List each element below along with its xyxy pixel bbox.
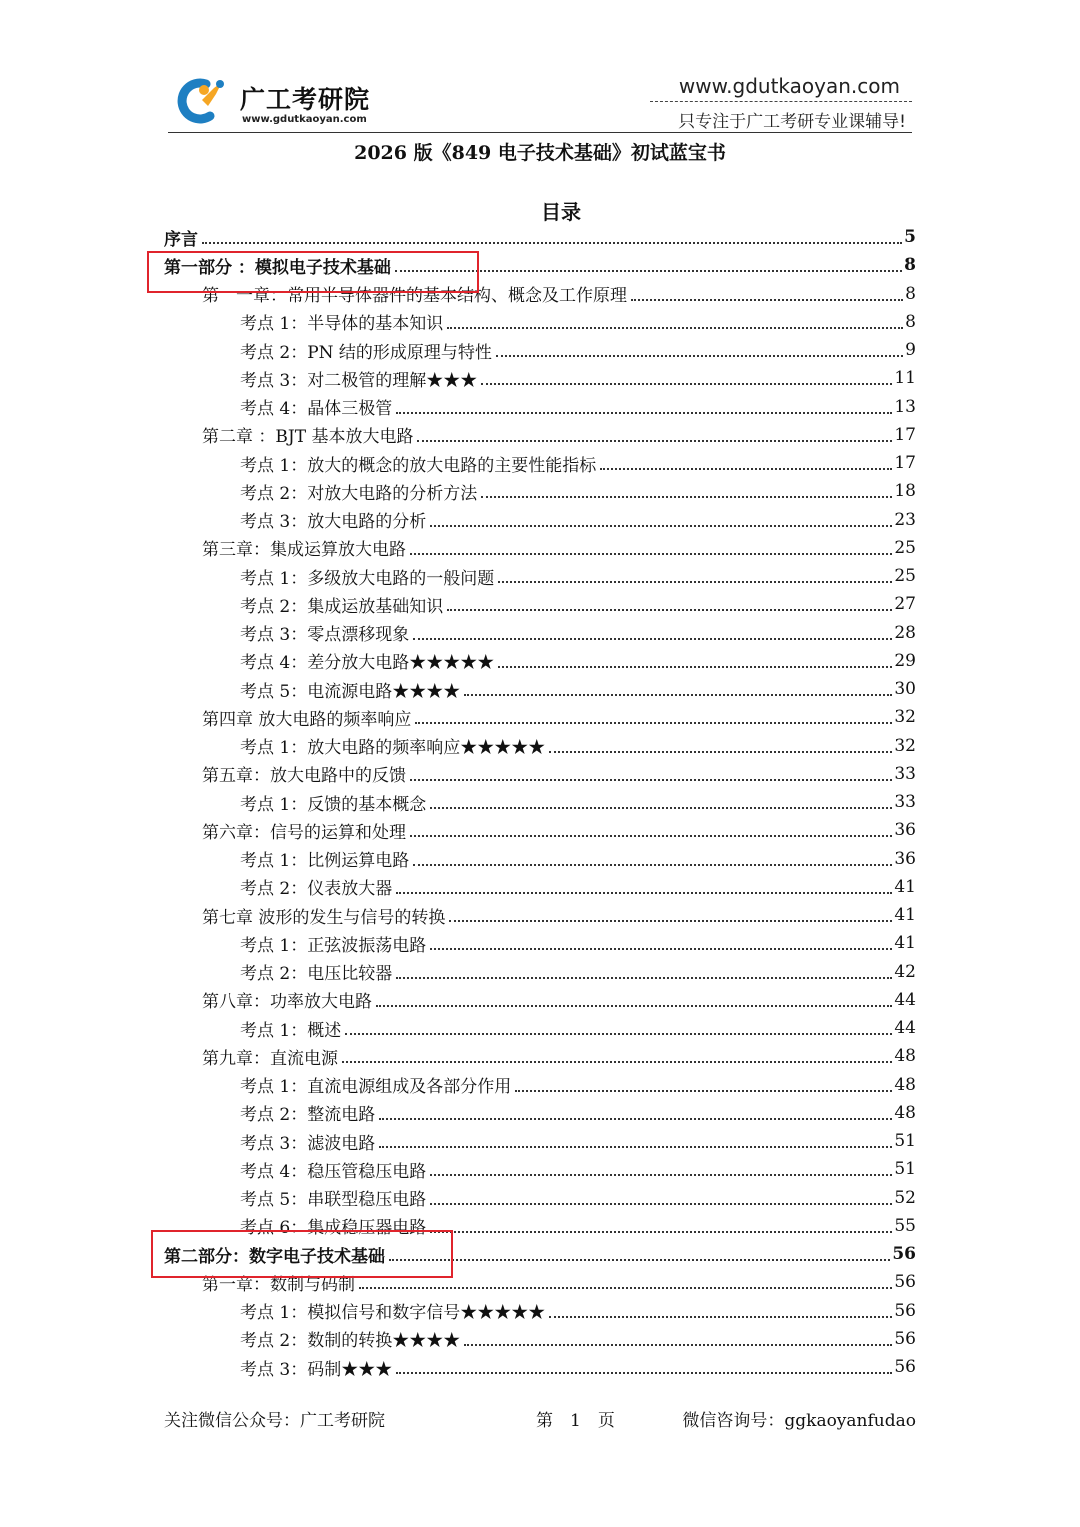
toc-entry-title: 考点 1：模拟信号和数字信号★★★★★ <box>240 1303 546 1324</box>
toc-dot-leader <box>430 1203 892 1205</box>
header-dashed-divider <box>650 101 912 102</box>
toc-dot-leader <box>389 1259 890 1261</box>
toc-entry-page: 51 <box>894 1131 916 1152</box>
toc-entry-page: 48 <box>894 1102 916 1123</box>
toc-entry-page: 41 <box>894 933 916 954</box>
toc-entry-title: 考点 4：差分放大电路★★★★★ <box>240 653 495 674</box>
toc-entry-title: 考点 3：放大电路的分析 <box>240 512 427 533</box>
toc-entry-page: 48 <box>894 1046 916 1067</box>
toc-dot-leader <box>410 835 892 837</box>
toc-entry[interactable] <box>164 590 916 618</box>
toc-dot-leader <box>376 1005 892 1007</box>
toc-entry[interactable] <box>164 364 916 392</box>
toc-dot-leader <box>359 1287 892 1289</box>
toc-dot-leader <box>417 440 892 442</box>
toc-dot-leader <box>447 609 892 611</box>
toc-dot-leader <box>379 1146 892 1148</box>
toc-entry-page: 25 <box>894 566 916 587</box>
toc-dot-leader <box>410 779 892 781</box>
toc-dot-leader <box>410 553 892 555</box>
toc-entry[interactable] <box>164 421 916 449</box>
toc-dot-leader <box>345 1033 892 1035</box>
toc-entry-title: 考点 1：概述 <box>240 1020 342 1041</box>
toc-entry-page: 8 <box>905 283 916 304</box>
toc-entry-title: 考点 2：PN 结的形成原理与特性 <box>240 342 492 363</box>
toc-entry-title: 考点 3：零点漂移现象 <box>240 625 410 646</box>
toc-entry-title: 考点 5：电流源电路★★★★ <box>240 681 461 702</box>
toc-entry-title: 第四章 放大电路的频率响应 <box>202 709 412 730</box>
toc-entry[interactable] <box>164 675 916 703</box>
toc-entry[interactable] <box>164 308 916 336</box>
page-footer <box>164 1406 916 1430</box>
toc-entry[interactable] <box>164 873 916 901</box>
toc-entry[interactable] <box>164 760 916 788</box>
toc-entry-page: 8 <box>905 311 916 332</box>
highlight-box-part-two <box>151 1230 453 1278</box>
toc-entry-title: 考点 1：比例运算电路 <box>240 851 410 872</box>
toc-entry[interactable] <box>164 534 916 562</box>
toc-entry-page: 32 <box>894 735 916 756</box>
toc-entry-title: 考点 4：稳压管稳压电路 <box>240 1161 427 1182</box>
toc-entry[interactable] <box>164 1184 916 1212</box>
toc-dot-leader <box>430 1174 892 1176</box>
toc-entry-page: 56 <box>892 1244 916 1265</box>
header-rule <box>168 132 912 133</box>
logo-name: 广工考研院 <box>240 85 371 114</box>
toc-entry-title: 第七章 波形的发生与信号的转换 <box>202 907 446 928</box>
toc-entry-title: 第 一章：常用半导体器件的基本结构、概念及工作原理 <box>202 286 627 307</box>
toc-entry-page: 29 <box>894 650 916 671</box>
toc-entry-page: 48 <box>894 1074 916 1095</box>
toc-dot-leader <box>396 1372 892 1374</box>
toc-entry-page: 55 <box>894 1215 916 1236</box>
toc-entry-page: 5 <box>904 227 916 248</box>
toc-entry[interactable] <box>164 1155 916 1183</box>
toc-entry-title: 考点 1：反馈的基本概念 <box>240 794 427 815</box>
toc-entry-page: 33 <box>894 763 916 784</box>
toc-entry-title: 考点 3：对二极管的理解★★★ <box>240 370 478 391</box>
toc-entry[interactable] <box>164 1071 916 1099</box>
toc-entry-page: 11 <box>894 368 916 389</box>
toc-entry-title: 考点 2：仪表放大器 <box>240 879 393 900</box>
toc-dot-leader <box>464 694 892 696</box>
toc-dot-leader <box>202 242 902 244</box>
toc-dot-leader <box>600 468 892 470</box>
toc-dot-leader <box>481 496 892 498</box>
toc-entry-page: 51 <box>894 1159 916 1180</box>
toc-heading: 目录 <box>541 200 581 224</box>
footer-wechat-account: 关注微信公众号：广工考研院 <box>164 1411 385 1431</box>
toc-dot-leader <box>342 1061 892 1063</box>
toc-entry[interactable] <box>164 901 916 929</box>
toc-entry-page: 17 <box>894 424 916 445</box>
toc-entry-page: 36 <box>894 820 916 841</box>
toc-entry-page: 32 <box>894 707 916 728</box>
toc-entry-page: 8 <box>904 255 916 276</box>
toc-entry-title: 考点 1：放大电路的频率响应★★★★★ <box>240 738 546 759</box>
toc-entry-title: 考点 6：集成稳压器电路 <box>240 1218 427 1239</box>
toc-entry[interactable] <box>164 1014 916 1042</box>
toc-entry-page: 41 <box>894 905 916 926</box>
brand-logo <box>176 74 376 128</box>
toc-dot-leader <box>496 355 903 357</box>
toc-entry-page: 33 <box>894 792 916 813</box>
toc-entry-title: 序言 <box>164 229 198 250</box>
toc-dot-leader <box>498 581 892 583</box>
toc-entry[interactable] <box>164 929 916 957</box>
toc-dot-leader <box>498 666 892 668</box>
toc-dot-leader <box>430 948 892 950</box>
toc-dot-leader <box>515 1090 892 1092</box>
toc-entry[interactable] <box>164 986 916 1014</box>
toc-entry-page: 30 <box>894 679 916 700</box>
toc-entry-page: 41 <box>894 876 916 897</box>
toc-entry-title: 考点 4：晶体三极管 <box>240 399 393 420</box>
toc-entry-title: 考点 1：多级放大电路的一般问题 <box>240 568 495 589</box>
toc-entry[interactable] <box>164 562 916 590</box>
toc-entry-page: 42 <box>894 961 916 982</box>
toc-entry-title: 第三章：集成运算放大电路 <box>202 540 406 561</box>
toc-entry-title: 考点 2：集成运放基础知识 <box>240 596 444 617</box>
toc-entry[interactable] <box>164 703 916 731</box>
toc-entry-title: 第六章：信号的运算和处理 <box>202 822 406 843</box>
toc-dot-leader <box>449 920 892 922</box>
toc-dot-leader <box>413 638 892 640</box>
footer-wechat-contact: 微信咨询号：ggkaoyanfudao <box>682 1411 916 1431</box>
toc-entry-page: 56 <box>894 1328 916 1349</box>
toc-entry[interactable] <box>164 1325 916 1353</box>
toc-entry-page: 56 <box>894 1357 916 1378</box>
toc-dot-leader <box>464 1344 892 1346</box>
toc-entry-page: 28 <box>894 622 916 643</box>
toc-dot-leader <box>430 1231 892 1233</box>
toc-entry-page: 25 <box>894 537 916 558</box>
toc-entry[interactable] <box>164 336 916 364</box>
toc-entry-title: 第一章：数制与码制 <box>202 1274 355 1295</box>
toc-entry-page: 56 <box>894 1300 916 1321</box>
toc-entry-title: 考点 2：对放大电路的分析方法 <box>240 483 478 504</box>
toc-entry[interactable] <box>164 223 916 251</box>
toc-entry-title: 考点 1：放大的概念的放大电路的主要性能指标 <box>240 455 597 476</box>
toc-entry[interactable] <box>164 958 916 986</box>
toc-entry[interactable] <box>164 1353 916 1381</box>
toc-entry-page: 36 <box>894 848 916 869</box>
toc-dot-leader <box>481 383 892 385</box>
toc-entry[interactable] <box>164 1297 916 1325</box>
toc-entry-title: 第八章：功率放大电路 <box>202 992 372 1013</box>
toc-entry-page: 18 <box>894 481 916 502</box>
toc-entry[interactable] <box>164 845 916 873</box>
toc-dot-leader <box>447 327 903 329</box>
toc-entry-page: 17 <box>894 453 916 474</box>
toc-entry-page: 13 <box>894 396 916 417</box>
table-of-contents <box>164 223 916 1381</box>
document-title: 2026 版《849 电子技术基础》初试蓝宝书 <box>354 142 726 164</box>
footer-page-number: 第 1 页 <box>536 1411 615 1431</box>
toc-entry-title: 第二章 ：BJT 基本放大电路 <box>202 427 414 448</box>
toc-entry-title: 考点 3：码制★★★ <box>240 1359 393 1380</box>
toc-entry-title: 考点 1：正弦波振荡电路 <box>240 935 427 956</box>
toc-dot-leader <box>430 807 892 809</box>
toc-entry-page: 27 <box>894 594 916 615</box>
toc-entry[interactable] <box>164 1042 916 1070</box>
logo-mark-icon <box>176 78 234 124</box>
toc-entry[interactable] <box>164 1127 916 1155</box>
toc-entry[interactable] <box>164 647 916 675</box>
toc-entry[interactable] <box>164 1099 916 1127</box>
toc-entry-title: 考点 2：数制的转换★★★★ <box>240 1331 461 1352</box>
toc-dot-leader <box>396 977 892 979</box>
toc-entry-title: 考点 5：串联型稳压电路 <box>240 1190 427 1211</box>
toc-entry-page: 23 <box>894 509 916 530</box>
toc-entry-title: 考点 1：半导体的基本知识 <box>240 314 444 335</box>
toc-entry[interactable] <box>164 788 916 816</box>
toc-entry-title: 第五章：放大电路中的反馈 <box>202 766 406 787</box>
toc-dot-leader <box>396 892 892 894</box>
toc-dot-leader <box>631 299 903 301</box>
toc-entry[interactable] <box>164 477 916 505</box>
toc-entry-title: 考点 2：电压比较器 <box>240 964 393 985</box>
page-header <box>168 70 912 134</box>
highlight-box-part-one <box>147 251 479 293</box>
toc-dot-leader <box>413 864 892 866</box>
toc-dot-leader <box>379 1118 892 1120</box>
toc-entry-page: 44 <box>894 1018 916 1039</box>
toc-entry[interactable] <box>164 449 916 477</box>
site-url[interactable]: www.gdutkaoyan.com <box>678 74 900 98</box>
toc-dot-leader <box>549 1316 892 1318</box>
toc-entry-page: 56 <box>894 1272 916 1293</box>
toc-entry-title: 考点 2：整流电路 <box>240 1105 376 1126</box>
toc-entry-page: 9 <box>905 340 916 361</box>
toc-entry[interactable] <box>164 506 916 534</box>
toc-entry-title: 考点 3：滤波电路 <box>240 1133 376 1154</box>
toc-entry-title: 第二部分：数字电子技术基础 <box>164 1246 385 1267</box>
toc-dot-leader <box>430 525 892 527</box>
toc-dot-leader <box>549 751 892 753</box>
toc-entry[interactable] <box>164 732 916 760</box>
toc-entry-page: 52 <box>894 1187 916 1208</box>
header-slogan: 只专注于广工考研专业课辅导! <box>678 112 906 132</box>
toc-entry-title: 考点 1：直流电源组成及各部分作用 <box>240 1077 512 1098</box>
toc-entry-title: 第九章：直流电源 <box>202 1048 338 1069</box>
toc-dot-leader <box>396 412 892 414</box>
toc-entry[interactable] <box>164 393 916 421</box>
toc-entry[interactable] <box>164 816 916 844</box>
toc-entry[interactable] <box>164 619 916 647</box>
toc-dot-leader <box>415 722 892 724</box>
toc-entry-title: 第一部分 ：模拟电子技术基础 <box>164 257 391 278</box>
toc-entry-page: 44 <box>894 989 916 1010</box>
logo-url: www.gdutkaoyan.com <box>242 114 367 125</box>
